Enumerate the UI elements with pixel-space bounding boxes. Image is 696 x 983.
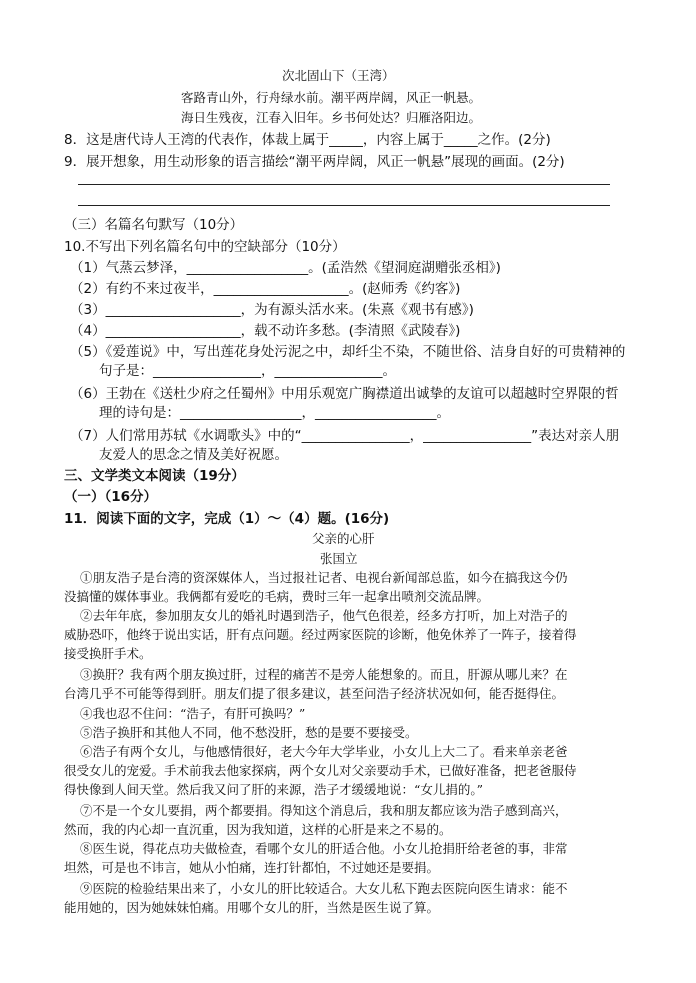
question-11: 11．阅读下面的文字，完成（1）～（4）题。(16分) xyxy=(64,511,390,527)
question-10: 10.不写出下列名篇名句中的空缺部分（10分） xyxy=(64,239,346,255)
article-line: 接受换肝手术。 xyxy=(64,646,152,661)
reading-subheading: （一）（16分） xyxy=(64,489,158,505)
article-line: ③换肝？我有两个朋友换过肝，过程的痛苦不是旁人能想象的。而且，肝源从哪儿来？在 xyxy=(80,667,568,682)
fill-item-7: （7）人们常用苏轼《水调歌头》中的“________________，________________”表达对亲人朋 xyxy=(70,428,620,444)
fill-item-6: （6）王勃在《送杜少府之任蜀州》中用乐观宽广胸襟道出诚挚的友谊可以超越时空界限的哲 xyxy=(70,386,619,402)
article-line: ⑦不是一个女儿要捐，两个都要捐。得知这个消息后，我和朋友都应该为浩子感到高兴， xyxy=(80,803,568,818)
article-line: ⑧医生说，得花点功夫做检查，看哪个女儿的肝适合他。小女儿抢捐肝给老爸的事，非常 xyxy=(80,841,568,856)
article-line: 台湾几乎不可能等得到肝。朋友们提了很多建议，甚至问浩子经济状况如何，能否挺得住。 xyxy=(64,686,565,701)
article-line: 能用她的，因为她妹妹怕痛。用哪个女儿的肝，当然是医生说了算。 xyxy=(64,900,440,915)
reading-section-heading: 三、文学类文本阅读（19分） xyxy=(64,468,245,484)
answer-line-2 xyxy=(78,205,610,206)
article-line: ②去年年底，参加朋友女儿的婚礼时遇到浩子，他气色很差，经多方打听，加上对浩子的 xyxy=(80,608,568,623)
article-line: ⑥浩子有两个女儿，与他感情很好，老大今年大学毕业，小女儿上大二了。看来单亲老爸 xyxy=(80,744,568,759)
fill-item-7-cont: 友爱人的思念之情及美好祝愿。 xyxy=(99,447,288,463)
poem-title: 次北固山下（王湾） xyxy=(282,68,395,83)
article-line: 没搞懂的媒体事业。我俩都有爱吃的毛病，费时三年一起拿出喷剂交流品牌。 xyxy=(64,589,490,604)
article-author: 张国立 xyxy=(320,551,358,566)
article-line: ④我也忍不住问：“浩子，有肝可换吗？” xyxy=(80,706,306,721)
article-line: ⑤浩子换肝和其他人不同，他不愁没肝，愁的是要不要接受。 xyxy=(80,725,418,740)
article-line: 然而，我的内心却一直沉重，因为我知道，这样的心肝是来之不易的。 xyxy=(64,822,452,837)
fill-item-3: （3）____________________，为有源头活水来。(朱熹《观书有感》) xyxy=(70,302,474,318)
fill-item-4: （4）____________________，载不动许多愁。(李清照《武陵春》) xyxy=(70,323,461,339)
answer-line-1 xyxy=(78,184,610,185)
article-line: 威胁恐吓，他终于说出实话，肝有点问题。经过两家医院的诊断，他免休养了一阵子，接着得 xyxy=(64,627,577,642)
fill-item-5-cont: 句子是：________________，________________。 xyxy=(99,363,396,379)
article-line: 很受女儿的宠爱。手术前我去他家探病，两个女儿对父亲要动手术，已做好准备，把老爸服侍 xyxy=(64,763,577,778)
fill-item-6-cont: 理的诗句是：__________________，__________________。 xyxy=(99,405,450,421)
question-9: 9．展开想象，用生动形象的语言描绘“潮平两岸阔，风正一帆悬”展现的画面。(2分) xyxy=(64,154,565,170)
question-8: 8．这是唐代诗人王湾的代表作，体裁上属于_____，内容上属于_____之作。(2分) xyxy=(64,132,551,148)
fill-item-1: （1）气蒸云梦泽，__________________。(孟浩然《望洞庭湖赠张丞相》) xyxy=(70,260,501,276)
article-line: ⑨医院的检验结果出来了，小女儿的肝比较适合。大女儿私下跑去医院向医生请求：能不 xyxy=(80,881,568,896)
fill-item-2: （2）有约不来过夜半，____________________。(赵师秀《约客》) xyxy=(70,281,461,297)
section-heading: （三）名篇名句默写（10分） xyxy=(64,217,244,233)
article-title: 父亲的心肝 xyxy=(312,531,375,546)
article-line: 得快像到人间天堂。然后我又问了肝的来源，浩子才缓缓地说：“女儿捐的。” xyxy=(64,782,484,797)
article-line: 坦然，可是也不讳言，她从小怕痛，连打针都怕，不过她还是要捐。 xyxy=(64,860,440,875)
article-line: ①朋友浩子是台湾的资深媒体人，当过报社记者、电视台新闻部总监，如今在搞我这今仍 xyxy=(80,570,568,585)
fill-item-5: （5）《爱莲说》中，写出莲花身处污泥之中，却纤尘不染，不随世俗、洁身自好的可贵精神的 xyxy=(70,344,626,360)
poem-line-2: 海日生残夜，江春入旧年。乡书何处达？归雁洛阳边。 xyxy=(181,110,482,125)
poem-line-1: 客路青山外，行舟绿水前。潮平两岸阔，风正一帆悬。 xyxy=(181,90,482,105)
